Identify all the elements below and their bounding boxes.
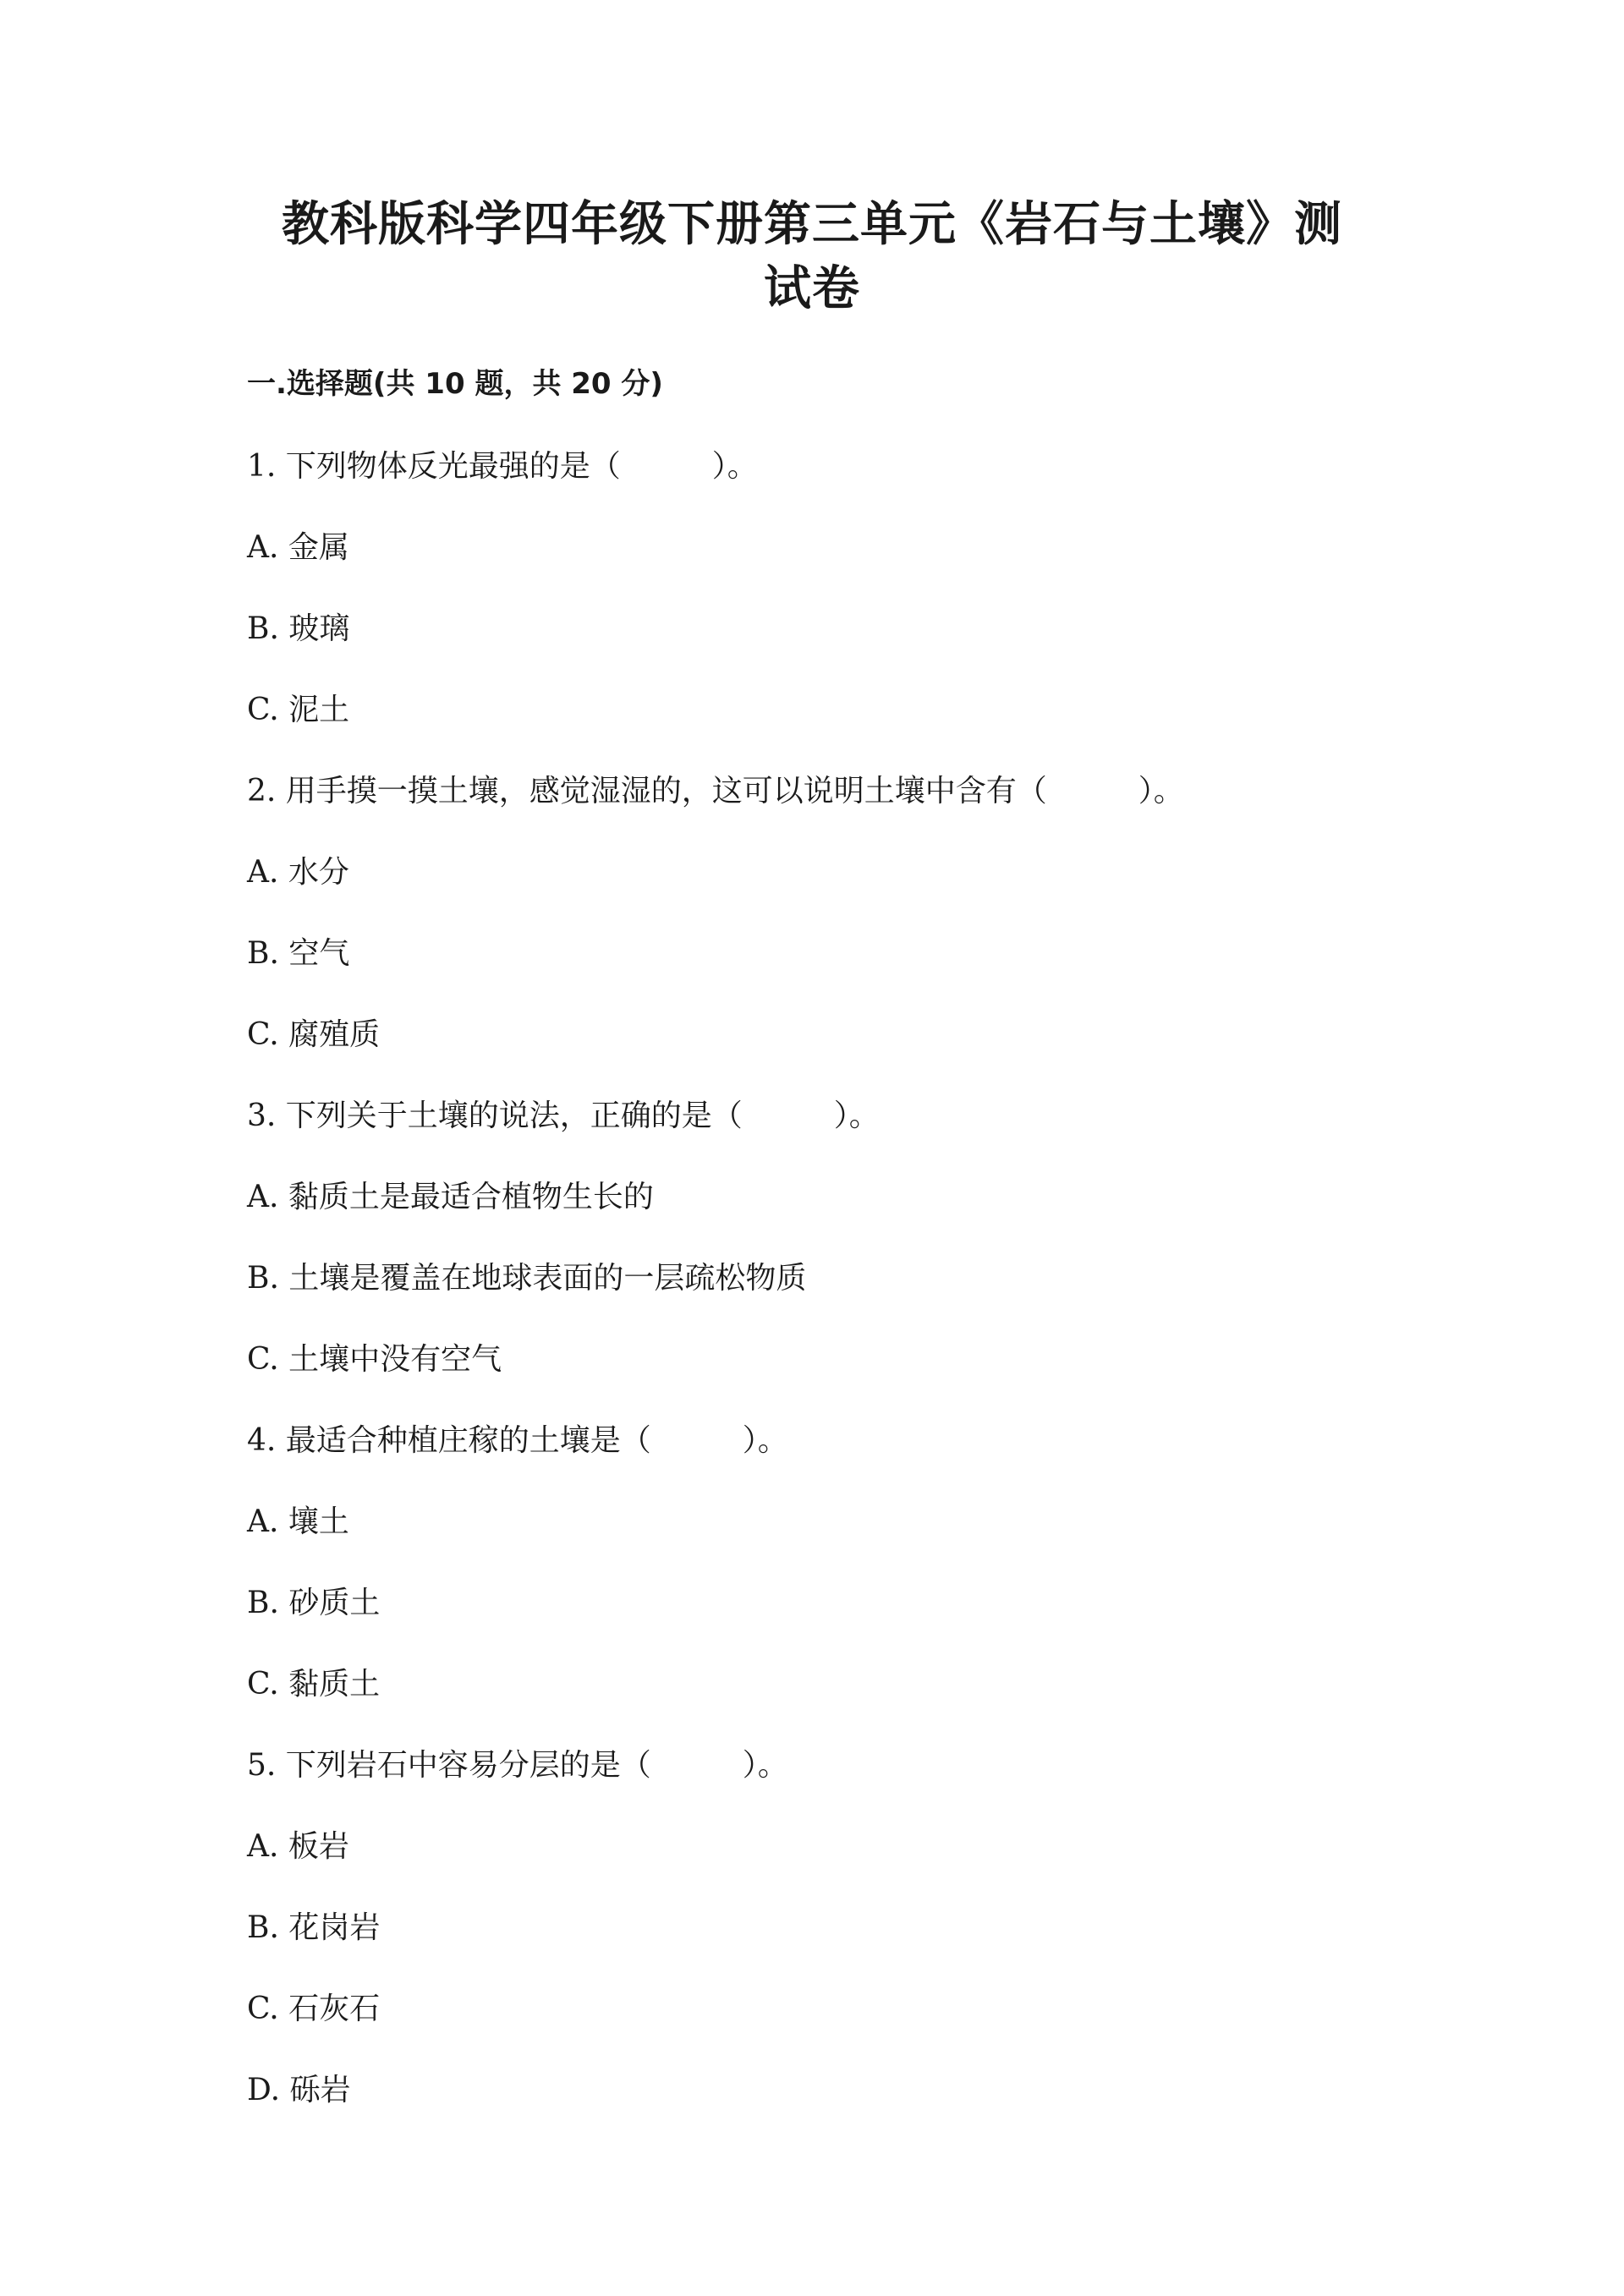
question-4-option-a: A. 壤土 bbox=[247, 1504, 349, 1539]
question-5-stem: 5. 下列岩石中容易分层的是（ ）。 bbox=[247, 1748, 788, 1783]
question-5-option-c: C. 石灰石 bbox=[247, 1992, 381, 2026]
question-1-option-b: B. 玻璃 bbox=[247, 611, 350, 646]
section-heading: 一.选择题(共 10 题，共 20 分) bbox=[247, 367, 663, 401]
question-5-option-d: D. 砾岩 bbox=[247, 2073, 351, 2107]
question-1-option-a: A. 金属 bbox=[247, 530, 349, 565]
question-2-stem: 2. 用手摸一摸土壤，感觉湿湿的，这可以说明土壤中含有（ ）。 bbox=[247, 774, 1184, 808]
question-3-option-c: C. 土壤中没有空气 bbox=[247, 1342, 502, 1377]
question-5-option-a: A. 板岩 bbox=[247, 1829, 349, 1864]
question-1-stem: 1. 下列物体反光最强的是（ ）。 bbox=[247, 449, 758, 484]
question-3-option-b: B. 土壤是覆盖在地球表面的一层疏松物质 bbox=[247, 1261, 807, 1296]
title-line-1: 教科版科学四年级下册第三单元《岩石与土壤》测 bbox=[282, 197, 1342, 252]
question-4-stem: 4. 最适合种植庄稼的土壤是（ ）。 bbox=[247, 1423, 788, 1458]
question-4-option-b: B. 砂质土 bbox=[247, 1586, 381, 1620]
question-2-option-a: A. 水分 bbox=[247, 855, 349, 890]
question-2-option-b: B. 空气 bbox=[247, 936, 350, 971]
page-title bbox=[254, 193, 1370, 321]
question-3-option-a: A. 黏质土是最适合植物生长的 bbox=[247, 1180, 654, 1214]
title-line-2: 试卷 bbox=[764, 261, 860, 316]
question-5-option-b: B. 花岗岩 bbox=[247, 1910, 381, 1945]
question-4-option-c: C. 黏质土 bbox=[247, 1667, 381, 1701]
question-2-option-c: C. 腐殖质 bbox=[247, 1017, 381, 1052]
question-3-stem: 3. 下列关于土壤的说法，正确的是（ ）。 bbox=[247, 1099, 880, 1133]
question-1-option-c: C. 泥土 bbox=[247, 693, 350, 727]
